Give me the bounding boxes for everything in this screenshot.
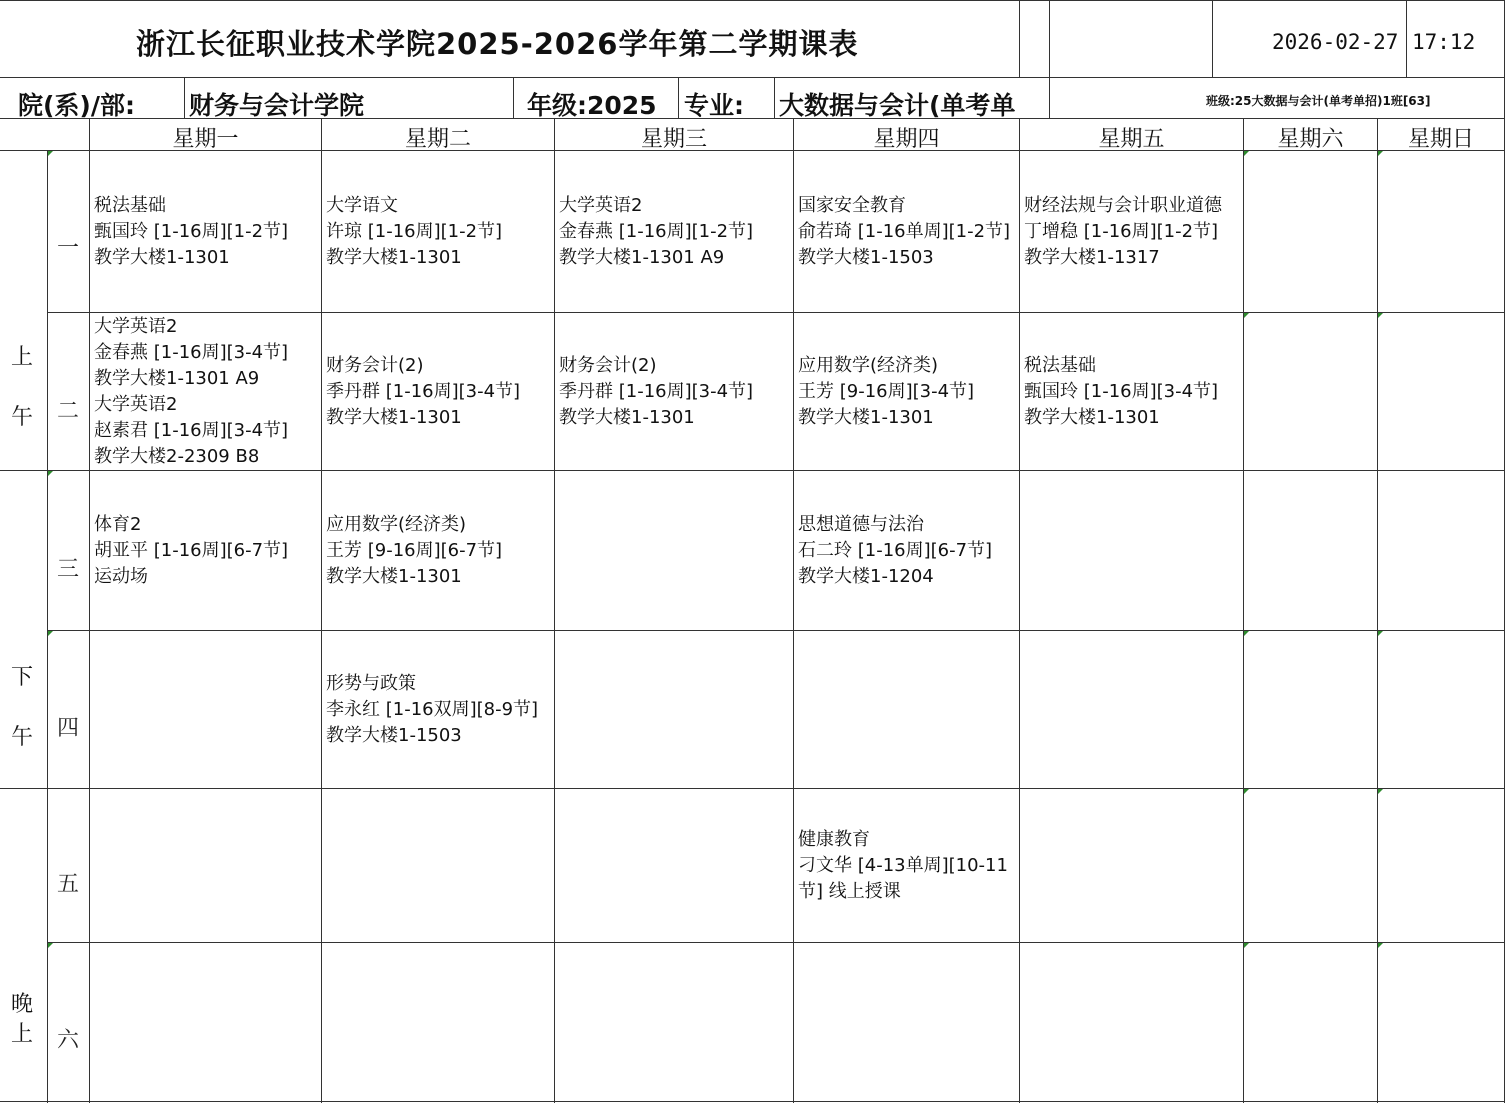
day-header-sat: 星期六 xyxy=(1277,127,1344,150)
segment-evening: 晚上 xyxy=(10,992,33,1047)
grid-line xyxy=(1243,118,1244,1103)
course-name: 大学英语2 xyxy=(94,316,178,337)
course-cell-p3-thu xyxy=(798,472,1012,630)
grid-line xyxy=(0,150,1505,151)
course-teacher: 王芳 [9-16周][3-4节] xyxy=(798,381,975,402)
major-label: 专业: xyxy=(684,91,744,118)
course-room: 教学大楼1-1301 xyxy=(326,566,462,587)
grid-line xyxy=(1377,118,1378,1103)
day-header-wed: 星期三 xyxy=(640,127,707,150)
course-detail: 俞若琦 [1-16单周][1-2节] 教学大楼1-1503 xyxy=(798,221,1011,268)
course-room: 教学大楼2-2309 B8 xyxy=(94,446,260,467)
grid-line xyxy=(513,77,514,118)
course-cell-p1-tue xyxy=(326,152,551,312)
class-info: 班级:25大数据与会计(单考单招)1班[63] xyxy=(1206,94,1431,108)
grid-line xyxy=(0,1101,1505,1102)
grid-line xyxy=(1019,118,1020,1103)
course-name: 大学语文 xyxy=(326,195,398,216)
grid-line xyxy=(47,312,1505,313)
course-teacher: 赵素君 [1-16周][3-4节] xyxy=(94,420,289,441)
course-detail: 石二玲 [1-16周][6-7节] 教学大楼1-1204 xyxy=(798,540,993,587)
grid-line xyxy=(0,77,1505,78)
segment-morning: 上午 xyxy=(10,345,33,430)
major-value: 大数据与会计(单考单 xyxy=(779,91,1016,118)
cell-note-mark xyxy=(48,151,53,156)
course-cell-p1-thu xyxy=(798,152,1012,312)
course-name: 大学英语2 xyxy=(94,394,178,415)
cell-note-mark xyxy=(1244,789,1249,794)
grid-line xyxy=(47,150,48,1103)
page-title: 浙江长征职业技术学院2025-2026学年第二学期课表 xyxy=(136,27,859,61)
grid-line xyxy=(0,470,1505,471)
cell-note-mark xyxy=(1244,943,1249,948)
course-cell-p1-mon xyxy=(94,152,318,312)
grid-line xyxy=(0,0,1505,1)
grid-line xyxy=(184,77,185,118)
course-name: 健康教育 xyxy=(798,829,870,850)
day-header-fri: 星期五 xyxy=(1098,127,1165,150)
department-label: 院(系)/部: xyxy=(18,91,135,118)
day-header-thu: 星期四 xyxy=(873,127,940,150)
course-name: 国家安全教育 xyxy=(798,195,906,216)
course-teacher: 胡亚平 [1-16周][6-7节] xyxy=(94,540,289,561)
course-cell-p1-fri xyxy=(1024,152,1236,312)
course-room: 教学大楼1-1301 xyxy=(326,247,462,268)
course-room: 教学大楼1-1301 A9 xyxy=(559,247,725,268)
grid-line xyxy=(0,118,1505,119)
grid-line xyxy=(1406,0,1407,77)
cell-note-mark xyxy=(1244,313,1249,318)
grid-line xyxy=(793,118,794,1103)
course-name: 体育2 xyxy=(94,514,142,535)
cell-note-mark xyxy=(48,631,53,636)
course-teacher: 王芳 [9-16周][6-7节] xyxy=(326,540,503,561)
course-cell-p1-wed xyxy=(559,152,791,312)
grid-line xyxy=(1212,0,1213,77)
course-cell-p2-thu xyxy=(798,314,1012,470)
segment-afternoon: 下午 xyxy=(10,665,33,750)
course-cell-p5-thu xyxy=(798,790,1012,942)
grid-line xyxy=(678,77,679,118)
course-room: 运动场 xyxy=(94,566,148,587)
course-teacher: 金春燕 [1-16周][1-2节] xyxy=(559,221,754,242)
day-header-sun: 星期日 xyxy=(1407,127,1474,150)
course-name: 思想道德与法治 xyxy=(798,514,924,535)
course-teacher: 许琼 [1-16周][1-2节] xyxy=(326,221,503,242)
period-2: 二 xyxy=(56,399,79,424)
course-name: 税法基础 xyxy=(1024,355,1096,376)
course-name: 应用数学(经济类) xyxy=(798,355,939,376)
course-cell-p4-tue xyxy=(326,632,546,788)
grid-line xyxy=(554,118,555,1103)
course-cell-p2-wed xyxy=(559,314,791,470)
course-room: 教学大楼1-1301 xyxy=(559,407,695,428)
course-detail: 甄国玲 [1-16周][3-4节] 教学大楼1-1301 xyxy=(1024,381,1219,428)
grid-line xyxy=(1049,0,1050,118)
grid-line xyxy=(774,77,775,118)
course-cell-p3-tue xyxy=(326,472,551,630)
cell-note-mark xyxy=(1378,631,1383,636)
course-room: 教学大楼1-1301 xyxy=(326,407,462,428)
cell-note-mark xyxy=(1378,789,1383,794)
course-cell-p2-fri xyxy=(1024,314,1236,470)
grid-line xyxy=(321,118,322,1103)
grade-label: 年级:2025 xyxy=(527,91,657,118)
grid-line xyxy=(0,788,1505,789)
course-teacher: 季丹群 [1-16周][3-4节] xyxy=(326,381,521,402)
course-detail: 李永红 [1-16双周][8-9节] 教学大楼1-1503 xyxy=(326,699,539,746)
course-name: 应用数学(经济类) xyxy=(326,514,467,535)
course-detail: 丁增稳 [1-16周][1-2节] 教学大楼1-1317 xyxy=(1024,221,1219,268)
grid-line xyxy=(47,630,1505,631)
course-detail: 刁文华 [4-13单周][10-11节] 线上授课 xyxy=(798,855,1008,902)
grid-line xyxy=(47,942,1505,943)
cell-note-mark xyxy=(1378,151,1383,156)
course-teacher: 季丹群 [1-16周][3-4节] xyxy=(559,381,754,402)
cell-note-mark xyxy=(1378,313,1383,318)
course-room: 教学大楼1-1301 A9 xyxy=(94,368,260,389)
course-name: 形势与政策 xyxy=(326,673,416,694)
grid-line xyxy=(1019,0,1020,77)
course-name: 财务会计(2) xyxy=(559,355,657,376)
day-header-tue: 星期二 xyxy=(404,127,471,150)
cell-note-mark xyxy=(48,943,53,948)
department-value: 财务与会计学院 xyxy=(189,91,365,118)
course-cell-p3-mon xyxy=(94,472,318,630)
course-cell-p2-mon xyxy=(94,314,318,470)
course-cell-p2-tue xyxy=(326,314,551,470)
period-6: 六 xyxy=(56,1028,79,1053)
course-name: 税法基础 xyxy=(94,195,166,216)
print-time: 17:12 xyxy=(1412,30,1476,54)
course-teacher: 金春燕 [1-16周][3-4节] xyxy=(94,342,289,363)
cell-note-mark xyxy=(1378,943,1383,948)
course-name: 大学英语2 xyxy=(559,195,643,216)
cell-note-mark xyxy=(48,471,53,476)
period-5: 五 xyxy=(56,872,79,897)
course-name: 财务会计(2) xyxy=(326,355,424,376)
course-room: 教学大楼1-1301 xyxy=(798,407,934,428)
cell-note-mark xyxy=(1244,151,1249,156)
period-1: 一 xyxy=(56,236,79,261)
print-date: 2026-02-27 xyxy=(1272,30,1399,54)
period-4: 四 xyxy=(56,716,79,741)
period-3: 三 xyxy=(56,557,79,582)
cell-note-mark xyxy=(1244,631,1249,636)
course-name: 财经法规与会计职业道德 xyxy=(1024,195,1222,216)
day-header-mon: 星期一 xyxy=(172,127,239,150)
grid-line xyxy=(89,118,90,1103)
course-teacher: 甄国玲 [1-16周][1-2节] xyxy=(94,221,289,242)
course-room: 教学大楼1-1301 xyxy=(94,247,230,268)
